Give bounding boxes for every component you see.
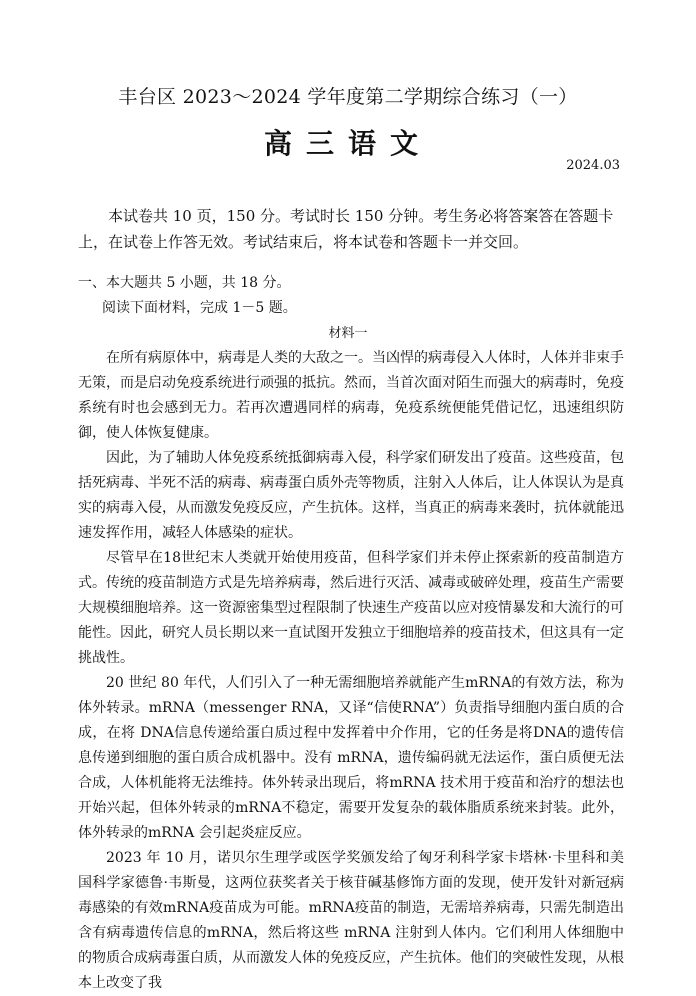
subject-title: 高三语文 <box>263 127 432 160</box>
material-text <box>78 346 624 996</box>
exam-title: 丰台区 2023～2024 学年度第二学期综合练习（一） <box>118 86 578 108</box>
exam-instructions: 本试卷共 10 页，150 分。考试时长 150 分钟。考生务必将答案答在答题卡上，在试卷上作答无效。考试结束后，将本试卷和答题卡一并交回。 <box>78 207 614 251</box>
paragraph: 2023 年 10 月，诺贝尔生理学或医学奖颁发给了匈牙利科学家卡塔林·卡里科和美国科学家德鲁·韦斯曼，这两位获奖者关于核苷碱基修饰方面的发现，使开发针对新冠病毒感染的有效mRNA疫苗成为可能。mRNA疫苗的制造，无需培养病毒，只需先制造出含有病毒遗传信息的mRNA，然后将这些 mRNA 注射到人体内。它们利用人体细胞中的物质合成病毒蛋白质，从而激发人体的免疫反应，产生抗体。他们的突破性发现，从根本上改变了我 <box>78 850 624 991</box>
paragraph: 20 世纪 80 年代，人们引入了一种无需细胞培养就能产生mRNA的有效方法，称为体外转录。mRNA（messenger RNA，又译“信使RNA”）负责指导细胞内蛋白质的合成，在将 DNA信息传递给蛋白质过程中发挥着中介作用，它的任务是将DNA的遗传信息传递到细胞的蛋白质合成机器中。没有 mRNA，遗传编码就无法运作，蛋白质便无法合成，人体机能将无法维持。体外转录出现后，将mRNA 技术用于疫苗和治疗的想法也开始兴起，但体外转录的mRNA不稳定，需要开发复杂的载体脂质系统来封装。此外，体外转录的mRNA 会引起炎症反应。 <box>78 675 624 841</box>
paragraph: 在所有病原体中，病毒是人类的大敌之一。当凶悍的病毒侵入人体时，人体并非束手无策，而是启动免疫系统进行顽强的抵抗。然而，当首次面对陌生而强大的病毒时，免疫系统有时也会感到无力。若再次遭遇同样的病毒，免疫系统便能凭借记忆，迅速组织防御，使人体恢复健康。 <box>78 350 624 441</box>
paragraph: 因此，为了辅助人体免疫系统抵御病毒入侵，科学家们研发出了疫苗。这些疫苗，包括死病毒、半死不活的病毒、病毒蛋白质外壳等物质，注射入人体后，让人体误认为是真实的病毒入侵，从而激发免疫反应，产生抗体。这样，当真正的病毒来袭时，抗体就能迅速发挥作用，减轻人体感染的症状。 <box>78 450 624 541</box>
material-title: 材料一 <box>328 326 368 341</box>
exam-date: 2024.03 <box>566 158 620 173</box>
paragraph: 尽管早在18世纪末人类就开始使用疫苗，但科学家们并未停止探索新的疫苗制造方式。传统的疫苗制造方式是先培养病毒，然后进行灭活、减毒或破碎处理，疫苗生产需要大规模细胞培养。这一资源密集型过程限制了快速生产疫苗以应对疫情暴发和大流行的可能性。因此，研究人员长期以来一直试图开发独立于细胞培养的疫苗技术，但这具有一定挑战性。 <box>78 550 624 666</box>
section-heading: 一、本大题共 5 小题，共 18 分。 <box>78 275 291 291</box>
reading-prompt: 阅读下面材料，完成 1－5 题。 <box>102 300 297 316</box>
